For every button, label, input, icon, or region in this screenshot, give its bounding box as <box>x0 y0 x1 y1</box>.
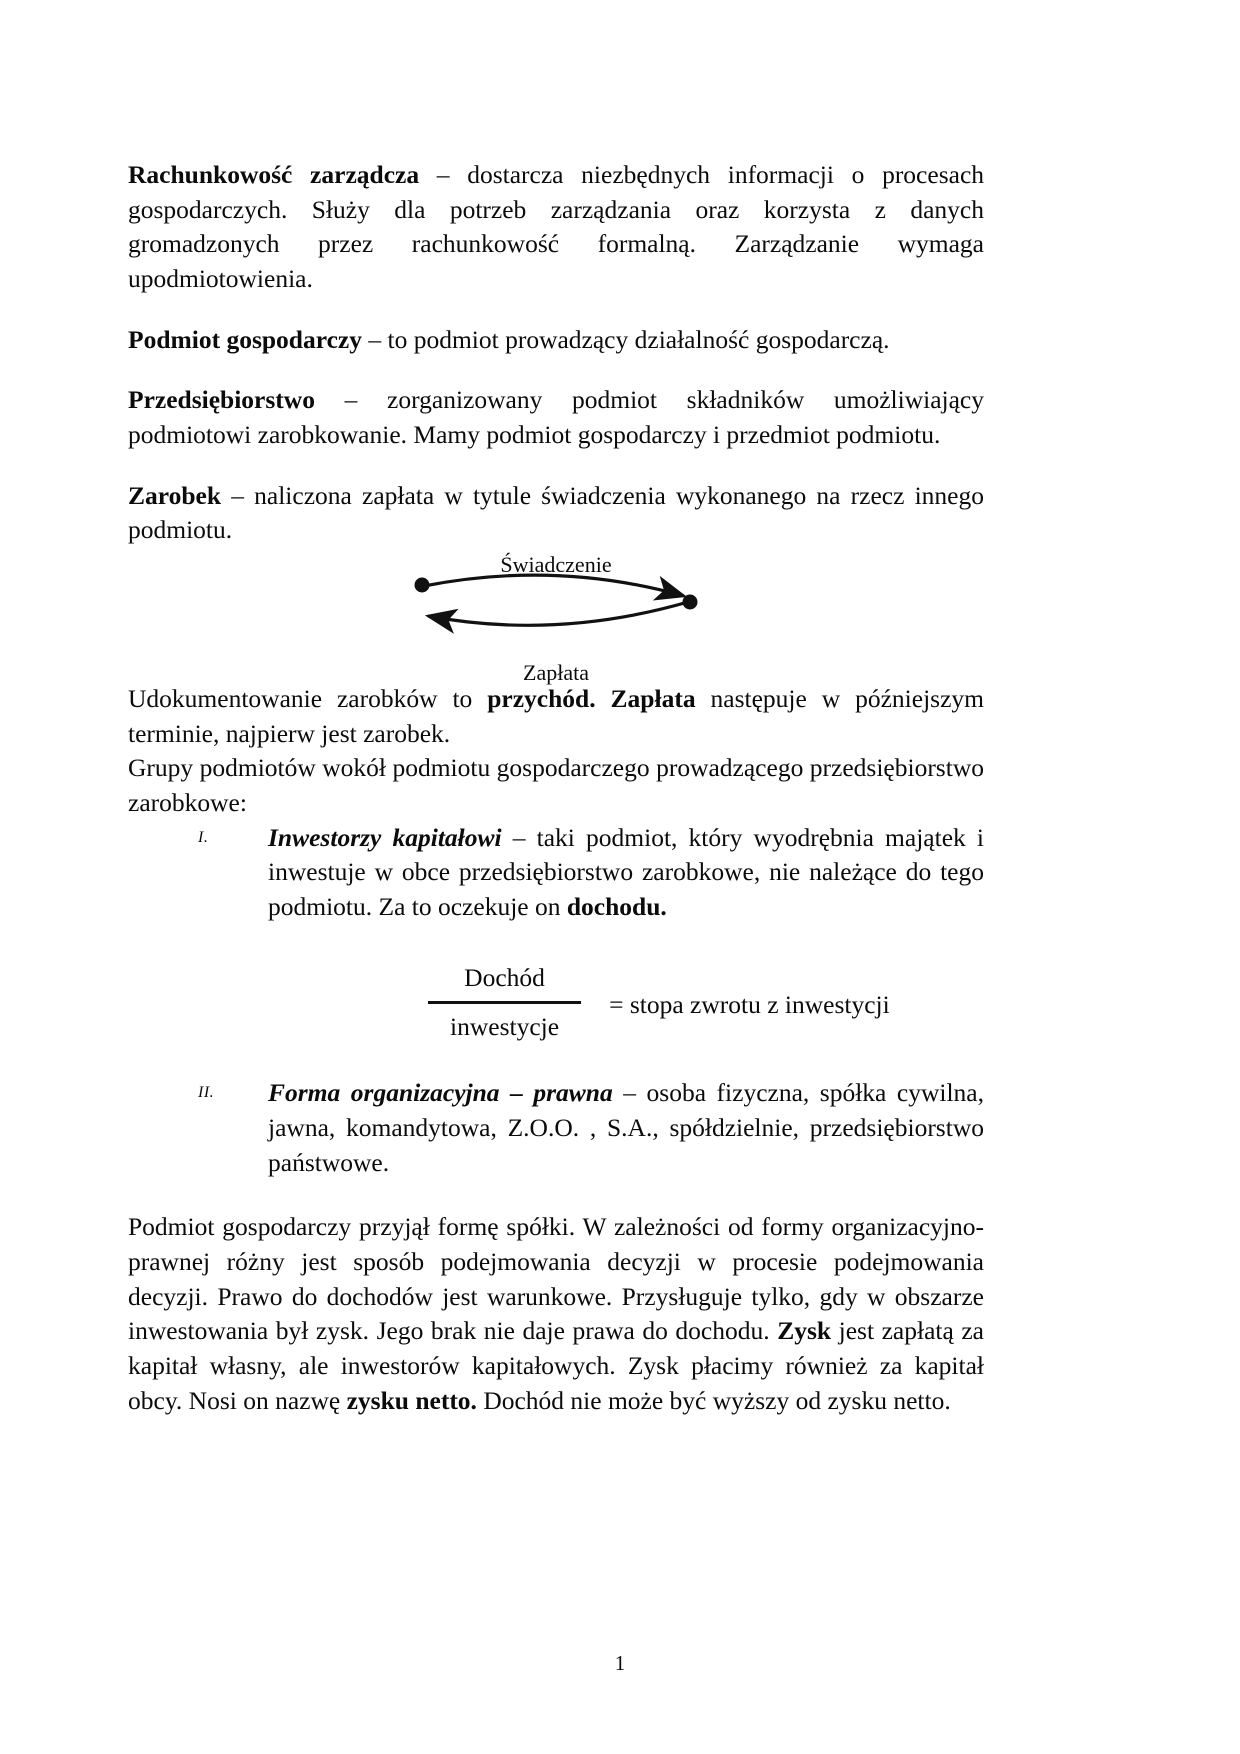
list-marker-ii: II. <box>198 1084 215 1102</box>
term-zarobek: Zarobek <box>128 480 222 510</box>
paragraph-grupy-podmiotow: Grupy podmiotów wokół podmiotu gospodarczego prowadzącego przedsiębiorstwo zarobkowe: <box>128 753 984 818</box>
fraction <box>428 959 581 1047</box>
fraction-denominator: inwestycje <box>450 1012 560 1041</box>
exchange-diagram <box>128 552 984 686</box>
formula-result: = stopa zwrotu z inwestycji <box>609 989 890 1019</box>
term-forma-organizacyjna-prawna: Forma organizacyjna – prawna <box>268 1078 613 1108</box>
diagram-node-right <box>683 595 698 610</box>
bold-zysk: Zysk <box>777 1316 832 1346</box>
diagram-label-zaplata: Zapłata <box>523 660 589 686</box>
arrow-zaplata <box>428 602 688 625</box>
paragraph-text-space <box>596 684 611 713</box>
paragraph-final <box>128 1210 984 1418</box>
term-rachunkowosc-zarzadcza: Rachunkowość zarządcza <box>128 160 420 189</box>
definition-body: – zorganizowany podmiot składników umożliwiający podmiotowi zarobkowanie. Mamy podmiot gospodarczy i przedmiot podmiotu. <box>128 385 984 450</box>
term-przedsiebiorstwo: Przedsiębiorstwo <box>128 385 315 415</box>
fraction-bar <box>428 1001 581 1004</box>
definition-zarobek <box>128 479 984 548</box>
list-item-body: – osoba fizyczna, spółka cywilna, jawna, komandytowa, Z.O.O. , S.A., spółdzielnie, przedsiębiorstwo państwowe. <box>268 1078 984 1177</box>
paragraph-text-part1: Udokumentowanie zarobków to <box>128 684 488 714</box>
list-item-body: – taki podmiot, który wyodrębnia majątek i inwestuje w obce przedsiębiorstwo zarobkowe, nie należące do tego podmiotu. Za to oczekuje on <box>268 822 984 922</box>
paragraph-text-part3: następuje w późniejszym terminie, najpierw jest zarobek. <box>128 684 984 748</box>
definition-rachunkowosc-zarzadcza <box>128 158 984 297</box>
bold-zaplata: Zapłata <box>610 684 696 714</box>
diagram-node-left <box>415 578 430 593</box>
definition-body: – to podmiot prowadzący działalność gospodarczą. <box>361 324 890 354</box>
list-item-forma-organizacyjna-prawna <box>128 1076 984 1180</box>
page-number: 1 <box>614 1651 626 1675</box>
return-on-investment-formula <box>128 959 984 1047</box>
list-marker-i: I. <box>198 828 209 846</box>
arrow-swiadczenie <box>424 575 684 596</box>
section-spacer <box>128 1180 984 1210</box>
list-item-inwestorzy-kapitalowi <box>128 821 984 925</box>
document-content <box>128 158 984 1444</box>
bold-przychod: przychód. <box>487 684 596 714</box>
final-text-part2: jest zapłatą za kapitał własny, ale inwestorów kapitałowych. Zysk płacimy również za kapitał obcy. Nosi on nazwę <box>128 1316 985 1415</box>
diagram-label-swiadczenie: Świadczenie <box>500 552 612 578</box>
bold-zysku-netto: zysku netto. <box>346 1385 477 1415</box>
definition-body: – dostarcza niezbędnych informacji o procesach gospodarczych. Służy dla potrzeb zarządzania oraz korzysta z danych gromadzonych przez rachunkowość formalną. Zarządzanie wymaga upodmiotowienia. <box>128 160 985 294</box>
definition-body: – naliczona zapłata w tytule świadczenia wykonanego na rzecz innego podmiotu. <box>128 480 984 545</box>
final-text-part3: Dochód nie może być wyższy od zysku netto. <box>476 1385 951 1415</box>
term-inwestorzy-kapitalowi: Inwestorzy kapitałowi <box>268 822 502 852</box>
term-podmiot-gospodarczy: Podmiot gospodarczy <box>128 324 362 354</box>
bold-dochodu: dochodu. <box>566 892 667 922</box>
paragraph-przychod <box>128 682 984 751</box>
fraction-numerator: Dochód <box>464 962 545 992</box>
definition-podmiot-gospodarczy <box>128 323 984 358</box>
final-text-part1: Podmiot gospodarczy przyjął formę spółki. W zależności od formy organizacyjno- prawnej różny jest sposób podejmowania decyzji w procesie podejmowania decyzji. Prawo do dochodów jest warunkowe. Przysługuje tylko, gdy w obszarze inwestowania był zysk. Jego brak nie daje prawa do dochodu. <box>128 1212 984 1346</box>
groups-list <box>128 821 984 1181</box>
definition-przedsiebiorstwo <box>128 383 984 452</box>
